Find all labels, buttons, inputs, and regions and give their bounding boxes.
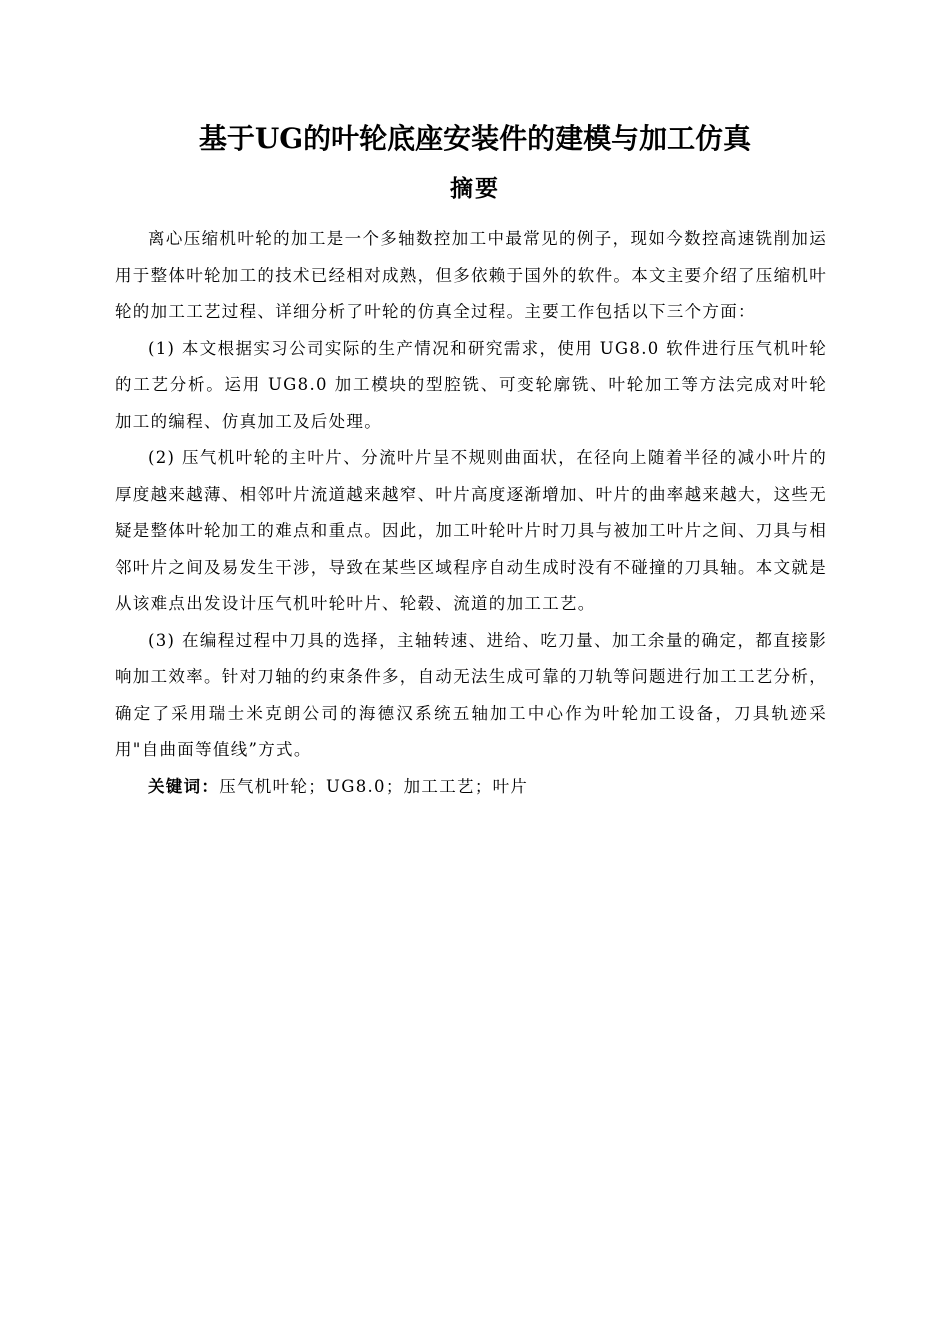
keywords-value: 压气机叶轮；UG8.0；加工工艺；叶片 (219, 776, 529, 796)
abstract-paragraph-intro: 离心压缩机叶轮的加工是一个多轴数控加工中最常见的例子，现如今数控高速铣削加运用于整体叶轮加工的技术已经相对成熟，但多依赖于国外的软件。本文主要介绍了压缩机叶轮的加工工艺过程、详细分析了叶轮的仿真全过程。主要工作包括以下三个方面： (115, 229, 827, 321)
document-title: 基于UG的叶轮底座安装件的建模与加工仿真 (198, 122, 752, 155)
abstract-paragraph-point-2: (2) 压气机叶轮的主叶片、分流叶片呈不规则曲面状，在径向上随着半径的减小叶片的厚度越来越薄、相邻叶片流道越来越窄、叶片高度逐渐增加、叶片的曲率越来越大，这些无疑是整体叶轮加工的难点和重点。因此，加工叶轮叶片时刀具与被加工叶片之间、刀具与相邻叶片之间及易发生干涉，导致在某些区域程序自动生成时没有不碰撞的刀具轴。本文就是从该难点出发设计压气机叶轮叶片、轮毂、流道的加工工艺。 (115, 448, 827, 613)
abstract-heading: 摘要 (450, 175, 500, 202)
abstract-paragraph-point-3: (3) 在编程过程中刀具的选择，主轴转速、进给、吃刀量、加工余量的确定，都直接影响加工效率。针对刀轴的约束条件多，自动无法生成可靠的刀轨等问题进行加工工艺分析，确定了采用瑞士米克朗公司的海德汉系统五轴加工中心作为叶轮加工设备，刀具轨迹采用"自曲面等值线”方式。 (115, 630, 827, 759)
abstract-body (115, 221, 827, 805)
keywords-line (115, 769, 827, 806)
keywords-label: 关键词： (148, 776, 220, 796)
abstract-paragraph-point-1: (1) 本文根据实习公司实际的生产情况和研究需求，使用 UG8.0 软件进行压气机叶轮的工艺分析。运用 UG8.0 加工模块的型腔铣、可变轮廓铣、叶轮加工等方法完成对叶轮加工的编程、仿真加工及后处理。 (115, 338, 827, 431)
